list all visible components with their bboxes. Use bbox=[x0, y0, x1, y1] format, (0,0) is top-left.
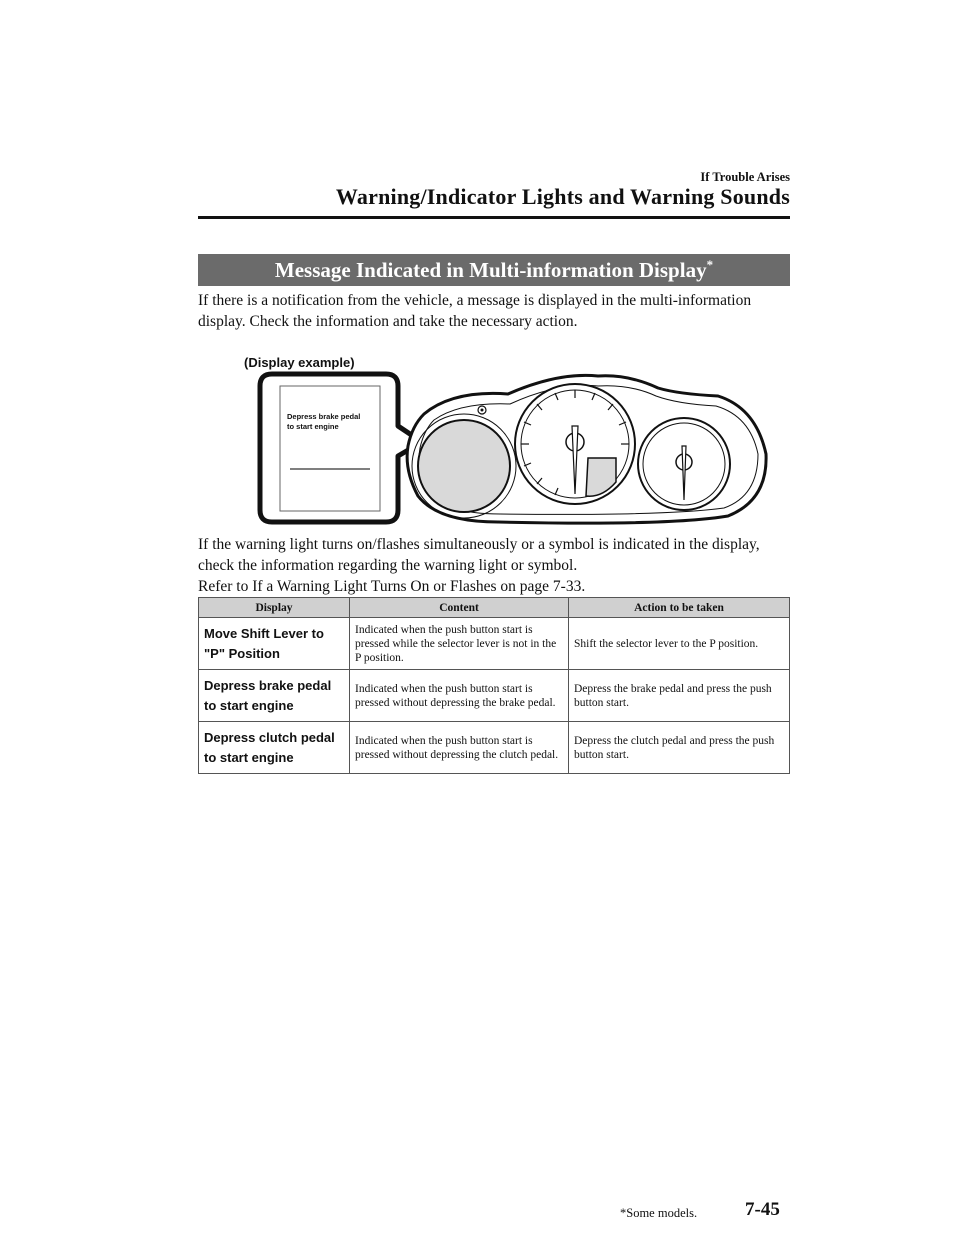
section-title: Warning/Indicator Lights and Warning Sounds bbox=[335, 184, 790, 209]
display-example-illustration bbox=[198, 350, 790, 530]
warning-paragraph bbox=[198, 534, 798, 597]
banner-marker: * bbox=[706, 257, 714, 272]
display-message-line2: to start engine bbox=[287, 422, 339, 431]
display-line2: to start engine bbox=[204, 697, 294, 713]
chapter-title: If Trouble Arises bbox=[700, 170, 790, 184]
multi-information-display bbox=[418, 420, 510, 512]
action-cell: Shift the selector lever to the P position. bbox=[569, 618, 790, 670]
message-table bbox=[198, 597, 790, 774]
footnote: *Some models. bbox=[620, 1206, 698, 1220]
col-header-content: Content bbox=[350, 598, 569, 618]
display-cell bbox=[199, 618, 350, 670]
reference-text: Refer to If a Warning Light Turns On or Flashes on page 7-33. bbox=[198, 578, 586, 595]
table-row bbox=[199, 670, 790, 722]
banner-title: Message Indicated in Multi-information Display bbox=[274, 258, 707, 282]
table-row bbox=[199, 722, 790, 774]
indicator-icon-dot bbox=[481, 409, 484, 412]
content-cell: Indicated when the push button start is pressed without depressing the clutch pedal. bbox=[350, 722, 569, 774]
display-example-label: (Display example) bbox=[244, 355, 355, 370]
display-line2: "P" Position bbox=[204, 645, 280, 661]
display-line2: to start engine bbox=[204, 749, 294, 765]
display-cell bbox=[199, 722, 350, 774]
col-header-display: Display bbox=[199, 598, 350, 618]
display-line1: Depress clutch pedal bbox=[204, 729, 335, 745]
content-cell: Indicated when the push button start is pressed while the selector lever is not in the P position. bbox=[350, 618, 569, 670]
warning-text: If the warning light turns on/flashes simultaneously or a symbol is indicated in the display, check the information regarding the warning light or symbol. bbox=[198, 536, 760, 574]
display-screen bbox=[280, 386, 380, 511]
display-message-line1: Depress brake pedal bbox=[287, 412, 361, 421]
display-line1: Move Shift Lever to bbox=[204, 625, 324, 641]
section-banner bbox=[198, 254, 790, 286]
page-number: 7-45 bbox=[745, 1199, 780, 1220]
table-header-row bbox=[199, 598, 790, 618]
table-row bbox=[199, 618, 790, 670]
display-cell bbox=[199, 670, 350, 722]
content-cell: Indicated when the push button start is pressed without depressing the brake pedal. bbox=[350, 670, 569, 722]
display-line1: Depress brake pedal bbox=[204, 677, 332, 693]
header-rule bbox=[198, 216, 790, 219]
action-cell: Depress the brake pedal and press the push button start. bbox=[569, 670, 790, 722]
action-cell: Depress the clutch pedal and press the push button start. bbox=[569, 722, 790, 774]
intro-paragraph: If there is a notification from the vehicle, a message is displayed in the multi-information display. Check the information and take the necessary action. bbox=[198, 292, 752, 330]
col-header-action: Action to be taken bbox=[569, 598, 790, 618]
